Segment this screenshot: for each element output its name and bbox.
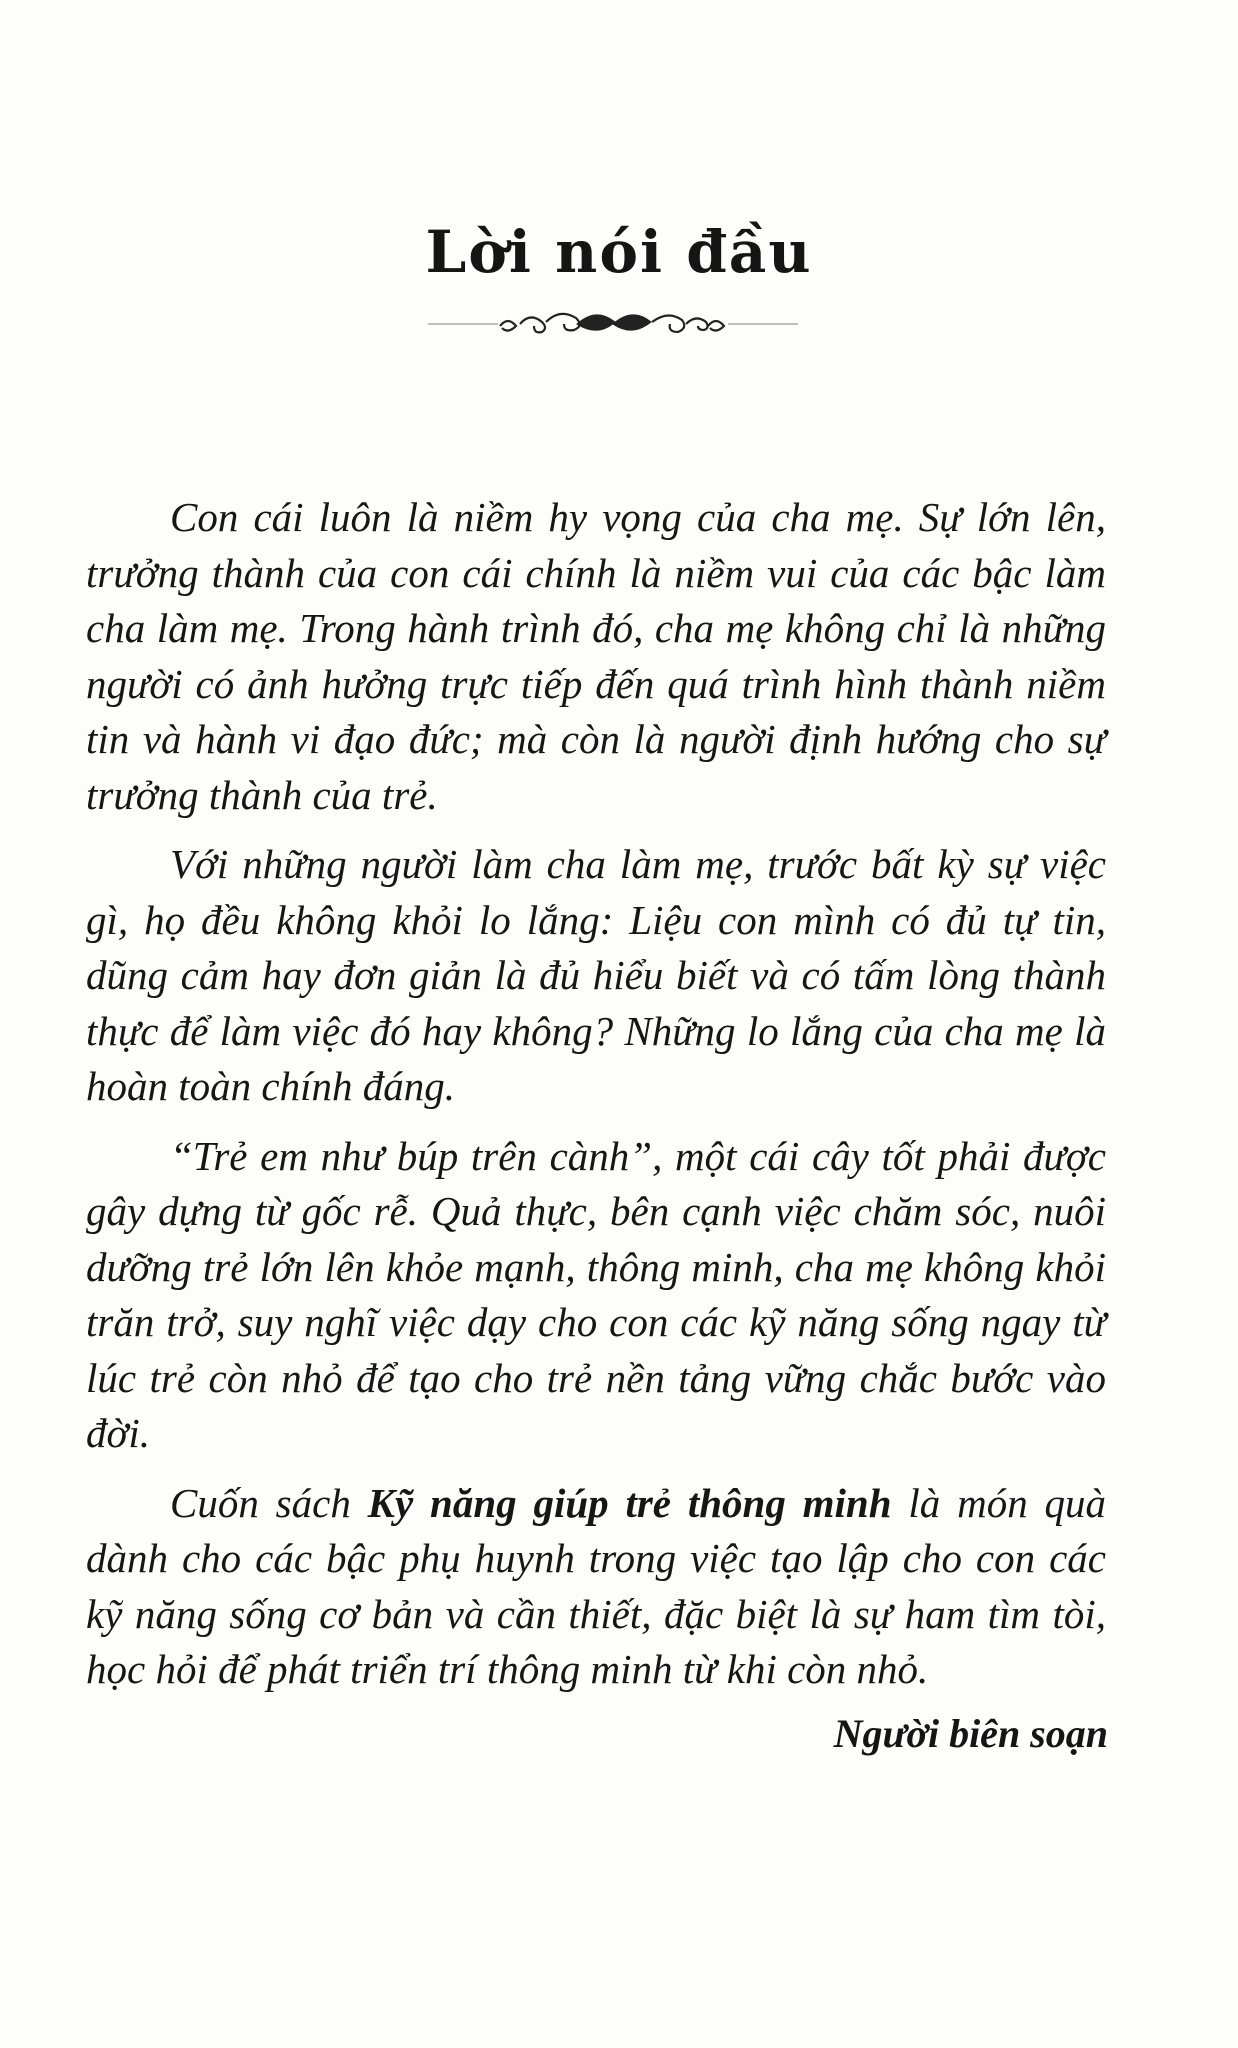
paragraph-4-rest: là món quà dành cho các bậc phụ huynh trong việc tạo lập cho con các kỹ năng sống cơ bản và cần thiết, đặc biệt là sự ham tìm tòi, học hỏi để phát triển trí thông minh từ khi còn nhỏ. (86, 1479, 1107, 1692)
paragraph-4-intro: Cuốn sách (170, 1479, 368, 1526)
page-title: Lời nói đầu (425, 218, 813, 286)
paragraph-1: Con cái luôn là niềm hy vọng của cha mẹ. Sự lớn lên, trưởng thành của con cái chính là niềm vui của các bậc làm cha làm mẹ. Trong hành trình đó, cha mẹ không chỉ là những người có ảnh hưởng trực tiếp đến quá trình hình thành niềm tin và hành vi đạo đức; mà còn là người định hướng cho sự trưởng thành của trẻ. (86, 494, 1106, 818)
paragraph-4 (86, 1476, 1106, 1698)
paragraph-2: Với những người làm cha làm mẹ, trước bất kỳ sự việc gì, họ đều không khỏi lo lắng: Liệu con mình có đủ tự tin, dũng cảm hay đơn giản là đủ hiểu biết và có tấm lòng thành thực để làm việc đó hay không? Những lo lắng của cha mẹ là hoàn toàn chính đáng. (86, 841, 1106, 1109)
author-signature: Người biên soạn (833, 1711, 1108, 1756)
book-title: Kỹ năng giúp trẻ thông minh (367, 1479, 892, 1526)
preface-body (86, 490, 1106, 1712)
flourish-divider-icon (428, 306, 798, 342)
paragraph-3: “Trẻ em như búp trên cành”, một cái cây tốt phải được gây dựng từ gốc rễ. Quả thực, bên cạnh việc chăm sóc, nuôi dưỡng trẻ lớn lên khỏe mạnh, thông minh, cha mẹ không khỏi trăn trở, suy nghĩ việc dạy cho con các kỹ năng sống ngay từ lúc trẻ còn nhỏ để tạo cho trẻ nền tảng vững chắc bước vào đời. (86, 1132, 1106, 1456)
